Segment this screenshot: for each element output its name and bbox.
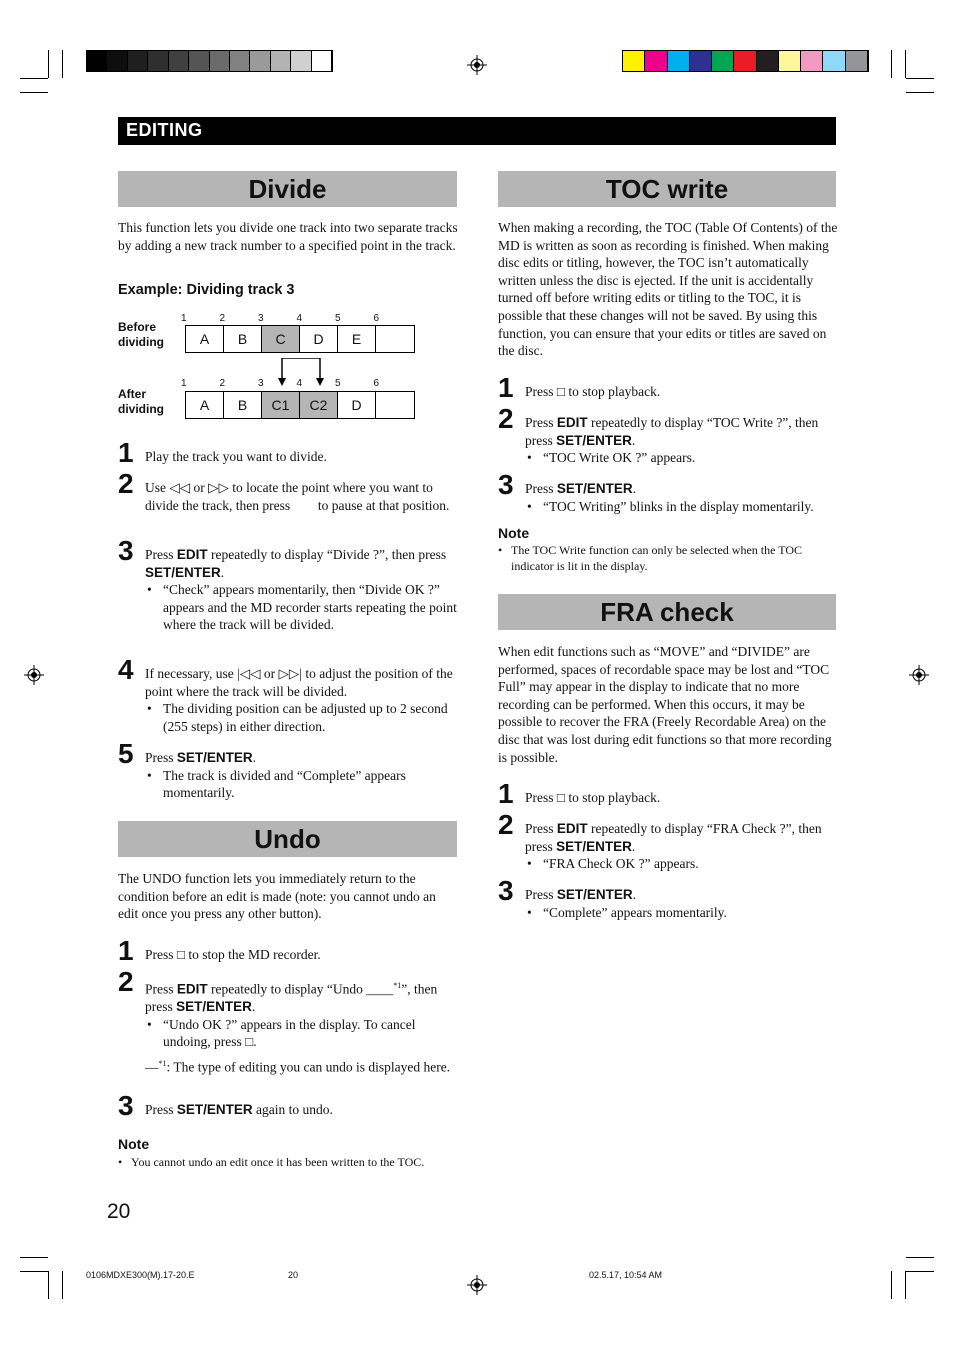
- bullet-item: • “Check” appears momentarily, then “Divide OK ?” appears and the MD recorder starts repeating the point where the track will be divided.: [145, 581, 460, 634]
- track-cell: D: [338, 392, 376, 418]
- calibration-swatch: [734, 51, 756, 71]
- toc-step-2: Press EDIT repeatedly to display “TOC Write ?”, then press SET/ENTER. • “TOC Write OK ?” appears.: [525, 414, 837, 467]
- step-number: 2: [498, 403, 514, 434]
- calibration-swatch: [312, 51, 332, 71]
- step-number: 4: [118, 654, 134, 685]
- step-number: 3: [118, 535, 134, 566]
- track-cell: B: [224, 392, 262, 418]
- divide-step-5: Press SET/ENTER. • The track is divided and “Complete” appears momentarily.: [145, 749, 460, 802]
- step-number: 2: [118, 966, 134, 997]
- track-cell: A: [186, 392, 224, 418]
- calibration-swatch: [645, 51, 667, 71]
- undo-note-text: • You cannot undo an edit once it has been written to the TOC.: [118, 1154, 471, 1170]
- divide-heading: Divide: [118, 171, 457, 207]
- section-banner: [118, 117, 836, 145]
- divide-example-heading: Example: Dividing track 3: [118, 282, 295, 298]
- after-track-strip: [185, 391, 415, 419]
- calibration-swatch: [230, 51, 250, 71]
- undo-intro: The UNDO function lets you immediately return to the condition before an edit is made (note: you cannot undo an edit once you press any other button).: [118, 871, 436, 922]
- toc-note-text: • The TOC Write function can only be selected when the TOC indicator is lit in the display.: [498, 542, 841, 574]
- step-number: 2: [498, 809, 514, 840]
- fra-step-2: Press EDIT repeatedly to display “FRA Check ?”, then press SET/ENTER. • “FRA Check OK ?” appears.: [525, 820, 837, 873]
- undo-note-heading: Note: [118, 1136, 150, 1152]
- bullet-item: • The dividing position can be adjusted up to 2 second (255 steps) in either direction.: [145, 700, 460, 735]
- banner-title: EDITING: [126, 120, 203, 140]
- step-number: 5: [118, 738, 134, 769]
- calibration-swatch: [846, 51, 868, 71]
- toc-step-1: Press □ to stop playback.: [525, 384, 661, 399]
- undo-heading: Undo: [118, 821, 457, 857]
- calibration-swatch: [690, 51, 712, 71]
- fra-step-1: Press □ to stop playback.: [525, 790, 661, 805]
- calibration-swatch: [823, 51, 845, 71]
- bullet-item: • “Undo OK ?” appears in the display. To cancel undoing, press □.: [145, 1016, 460, 1051]
- page-number: 20: [107, 1200, 131, 1223]
- divide-step-2: Use ◁◁ or ▷▷ to locate the point where you want to divide the track, then press ▷⃦ to pause at that position.: [145, 480, 450, 513]
- registration-target-icon: [24, 665, 44, 685]
- registration-target-icon: [467, 1275, 487, 1295]
- grayscale-calibration-bar: [86, 50, 333, 72]
- undo-step-3: Press SET/ENTER again to undo.: [145, 1102, 333, 1117]
- calibration-swatch: [148, 51, 168, 71]
- calibration-swatch: [291, 51, 311, 71]
- fra-intro: When edit functions such as “MOVE” and “DIVIDE” are performed, spaces of recordable space may be lost and “TOC Full” may appear in the display to indicate that no more recording can be performed. When this occurs, it may be possible to recover the FRA (Freely Recordable Area) on the disc that was lost during edit functions so that more recording is possible.: [498, 644, 832, 765]
- calibration-swatch: [169, 51, 189, 71]
- bullet-item: • “FRA Check OK ?” appears.: [525, 855, 837, 873]
- footer-date: 02.5.17, 10:54 AM: [589, 1270, 663, 1280]
- step-number: 3: [498, 469, 514, 500]
- divide-step-3: Press EDIT repeatedly to display “Divide ?”, then press SET/ENTER. • “Check” appears momentarily, then “Divide OK ?” appears and the MD recorder starts repeating the point where the track will be divided.: [145, 546, 460, 634]
- track-cell: C: [262, 326, 300, 352]
- divide-intro: This function lets you divide one track into two separate tracks by adding a new track number to a specified point in the track.: [118, 220, 458, 253]
- divide-step-4: If necessary, use |◁◁ or ▷▷| to adjust the position of the point where the track will be divided. • The dividing position can be adjusted up to 2 second (255 steps) in either direction.: [145, 665, 460, 735]
- calibration-swatch: [779, 51, 801, 71]
- step-number: 3: [118, 1090, 134, 1121]
- footnote: —$^{*1}$: The type of editing you can undo is displayed here.: [145, 1058, 451, 1075]
- color-calibration-bar: [622, 50, 869, 72]
- before-dividing-label: Before dividing: [118, 320, 164, 349]
- calibration-swatch: [250, 51, 270, 71]
- track-cell: A: [186, 326, 224, 352]
- track-number: 5: [335, 378, 341, 389]
- toc-note-heading: Note: [498, 525, 530, 541]
- bullet-item: • The track is divided and “Complete” appears momentarily.: [145, 767, 460, 802]
- step-number: 1: [498, 778, 514, 809]
- registration-target-icon: [909, 665, 929, 685]
- step-number: 2: [118, 468, 134, 499]
- track-number: 2: [219, 378, 226, 389]
- calibration-swatch: [128, 51, 148, 71]
- track-number: 3: [258, 313, 264, 324]
- track-cell: D: [300, 326, 338, 352]
- undo-step-2: Press EDIT repeatedly to display “Undo ____$^{*1}$”, then press SET/ENTER. • “Undo OK ?” appears in the display. To cancel undoing, press □. —$^{*1}$: The type of editing you can undo is displayed here.: [145, 977, 460, 1076]
- calibration-swatch: [271, 51, 291, 71]
- step-number: 1: [118, 935, 134, 966]
- bullet-item: • “TOC Writing” blinks in the display momentarily.: [525, 498, 837, 516]
- undo-step-1: Press □ to stop the MD recorder.: [145, 947, 321, 962]
- step-number: 1: [498, 372, 514, 403]
- track-number: 1: [181, 378, 187, 389]
- toc-intro: When making a recording, the TOC (Table Of Contents) of the MD is written as soon as recording is finished. When making disc edits or titling, however, the TOC isn’t automatically written unless the disc is ejected. If the unit is accidentally turned off before writing edits or titling to the TOC, it is possible that these changes will not be saved. By using this function, you can ensure that your edits or titles are saved on the disc.: [498, 220, 838, 359]
- calibration-swatch: [801, 51, 823, 71]
- track-cell: E: [338, 326, 376, 352]
- calibration-swatch: [757, 51, 779, 71]
- footer-page: 20: [288, 1270, 299, 1280]
- track-number: 1: [181, 313, 187, 324]
- track-number: 5: [335, 313, 341, 324]
- toc-step-3: Press SET/ENTER. • “TOC Writing” blinks in the display momentarily.: [525, 480, 837, 515]
- track-number: 6: [373, 313, 380, 324]
- track-number: 2: [219, 313, 226, 324]
- track-number: 4: [296, 313, 303, 324]
- fra-step-3: Press SET/ENTER. • “Complete” appears momentarily.: [525, 886, 837, 921]
- divide-step-1: Play the track you want to divide.: [145, 449, 327, 464]
- registration-target-icon: [467, 55, 487, 75]
- step-number: 1: [118, 437, 134, 468]
- calibration-swatch: [210, 51, 230, 71]
- track-cell: [376, 326, 414, 352]
- calibration-swatch: [107, 51, 127, 71]
- calibration-swatch: [668, 51, 690, 71]
- footer-file: 0106MDXE300(M).17-20.E: [86, 1270, 195, 1280]
- calibration-swatch: [623, 51, 645, 71]
- step-number: 3: [498, 875, 514, 906]
- fra-check-heading: FRA check: [498, 594, 836, 630]
- bullet-item: • “Complete” appears momentarily.: [525, 904, 837, 922]
- after-dividing-label: After dividing: [118, 387, 164, 416]
- bullet-item: • “TOC Write OK ?” appears.: [525, 449, 837, 467]
- track-cell: [376, 392, 414, 418]
- track-number: 3: [258, 378, 264, 389]
- before-track-strip: [185, 325, 415, 353]
- calibration-swatch: [87, 51, 107, 71]
- calibration-swatch: [189, 51, 209, 71]
- calibration-swatch: [712, 51, 734, 71]
- toc-write-heading: TOC write: [498, 171, 836, 207]
- track-number: 6: [373, 378, 380, 389]
- track-cell: C2: [300, 392, 338, 418]
- track-cell: C1: [262, 392, 300, 418]
- track-cell: B: [224, 326, 262, 352]
- track-number: 4: [296, 378, 303, 389]
